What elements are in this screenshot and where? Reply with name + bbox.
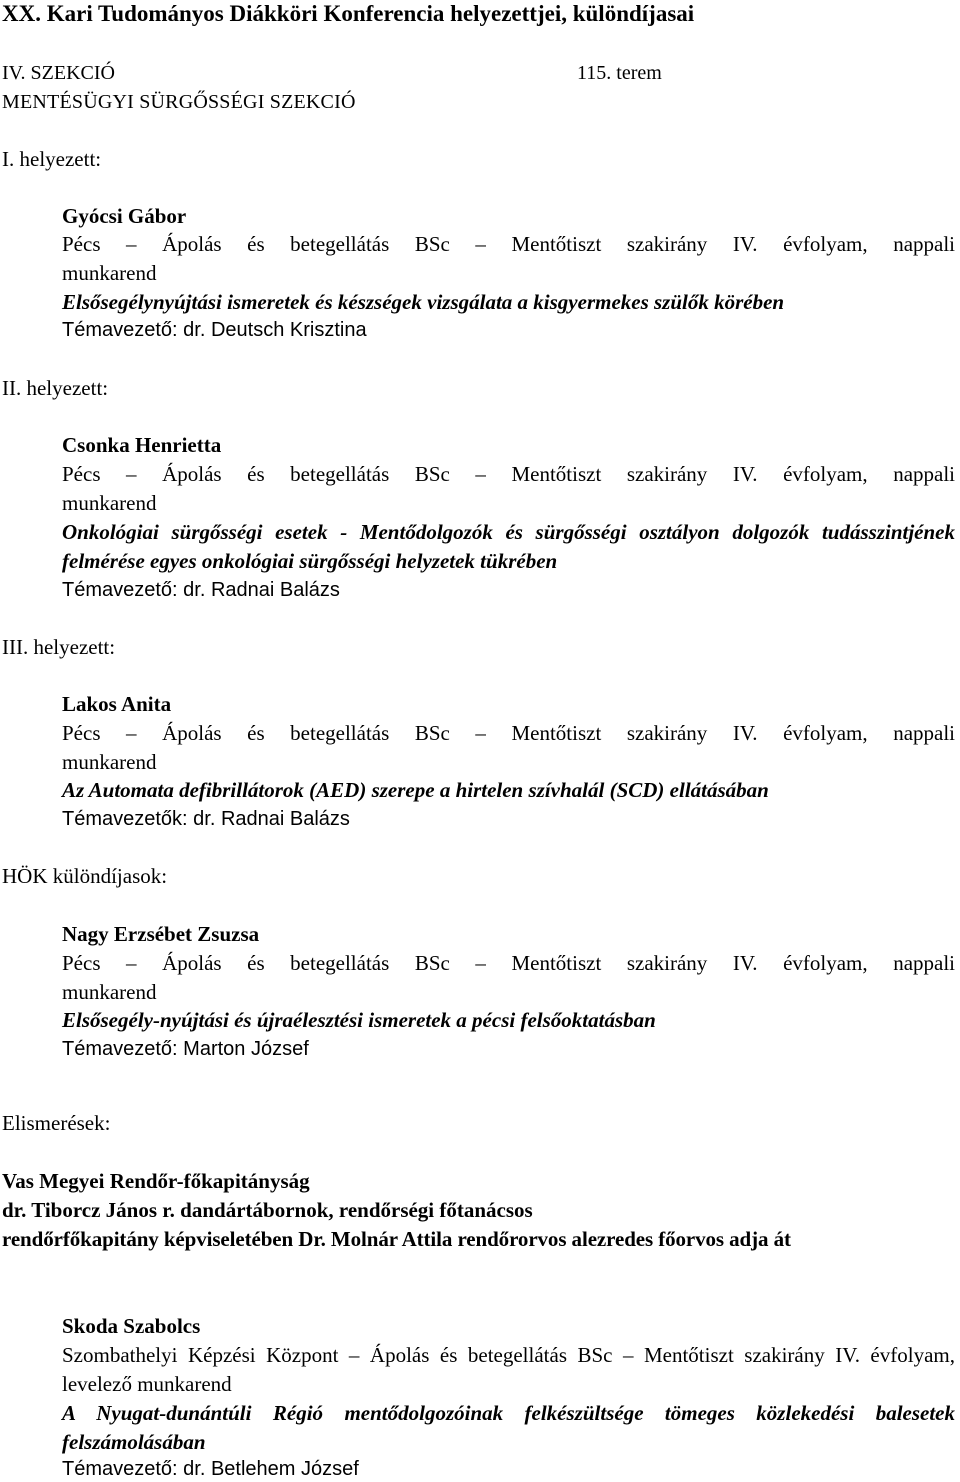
recognition-person: dr. Tiborcz János r. dandártábornok, rendőrségi főtanácsos	[2, 1198, 533, 1222]
program-continuation: munkarend	[62, 491, 157, 515]
recognition-organization: Vas Megyei Rendőr-főkapitányság	[2, 1169, 310, 1193]
supervisor: Témavezetők: dr. Radnai Balázs	[62, 808, 350, 830]
supervisor: Témavezető: dr. Deutsch Krisztina	[62, 319, 367, 341]
supervisor: Témavezető: Marton József	[62, 1038, 309, 1060]
thesis-title: Onkológiai sürgősségi esetek - Mentődolgozók és sürgősségi osztályon dolgozók tudásszintjének felmérése egyes onkológiai sürgősségi helyzetek tükrében	[62, 520, 955, 573]
program-continuation: munkarend	[62, 980, 157, 1004]
document-title: XX. Kari Tudományos Diákköri Konferencia helyezettjei, különdíjasai	[2, 1, 695, 26]
recognitions-heading: Elismerések:	[2, 1111, 111, 1135]
student-name: Nagy Erzsébet Zsuzsa	[62, 922, 260, 946]
supervisor: Témavezető: dr. Betlehem József	[62, 1458, 359, 1480]
program-line: Pécs – Ápolás és betegellátás BSc – Mentőtiszt szakirány IV. évfolyam, nappali	[62, 721, 955, 745]
student-name: Gyócsi Gábor	[62, 204, 187, 228]
program-line: Pécs – Ápolás és betegellátás BSc – Mentőtiszt szakirány IV. évfolyam, nappali	[62, 232, 955, 256]
program-line: Pécs – Ápolás és betegellátás BSc – Mentőtiszt szakirány IV. évfolyam, nappali	[62, 462, 955, 486]
section-name: MENTÉSÜGYI SÜRGŐSSÉGI SZEKCIÓ	[2, 91, 356, 113]
student-name: Csonka Henrietta	[62, 433, 222, 457]
student-name: Skoda Szabolcs	[62, 1314, 201, 1338]
thesis-title: A Nyugat-dunántúli Régió mentődolgozóinak felkészültsége tömeges közlekedési balesetek felszámolásában	[62, 1401, 955, 1454]
room-label: 115. terem	[577, 62, 662, 84]
program-continuation: munkarend	[62, 261, 157, 285]
student-name: Lakos Anita	[62, 692, 172, 716]
thesis-title: Elsősegély-nyújtási és újraélesztési ismeretek a pécsi felsőoktatásban	[62, 1008, 656, 1032]
placement-heading: I. helyezett:	[2, 147, 102, 171]
placement-heading: II. helyezett:	[2, 376, 109, 400]
placement-heading: HÖK különdíjasok:	[2, 864, 168, 888]
recognition-representative: rendőrfőkapitány képviseletében Dr. Molnár Attila rendőrorvos alezredes főorvos adja át	[2, 1227, 791, 1251]
supervisor: Témavezető: dr. Radnai Balázs	[62, 579, 340, 601]
program-continuation: munkarend	[62, 750, 157, 774]
thesis-title: Az Automata defibrillátorok (AED) szerepe a hirtelen szívhalál (SCD) ellátásában	[62, 778, 769, 802]
section-label: IV. SZEKCIÓ	[2, 62, 115, 84]
program-line: Szombathelyi Képzési Központ – Ápolás és betegellátás BSc – Mentőtiszt szakirány IV. évfolyam, levelező munkarend	[62, 1343, 955, 1396]
placement-heading: III. helyezett:	[2, 635, 116, 659]
thesis-title: Elsősegélynyújtási ismeretek és készségek vizsgálata a kisgyermekes szülők körében	[62, 290, 785, 314]
program-line: Pécs – Ápolás és betegellátás BSc – Mentőtiszt szakirány IV. évfolyam, nappali	[62, 951, 955, 975]
